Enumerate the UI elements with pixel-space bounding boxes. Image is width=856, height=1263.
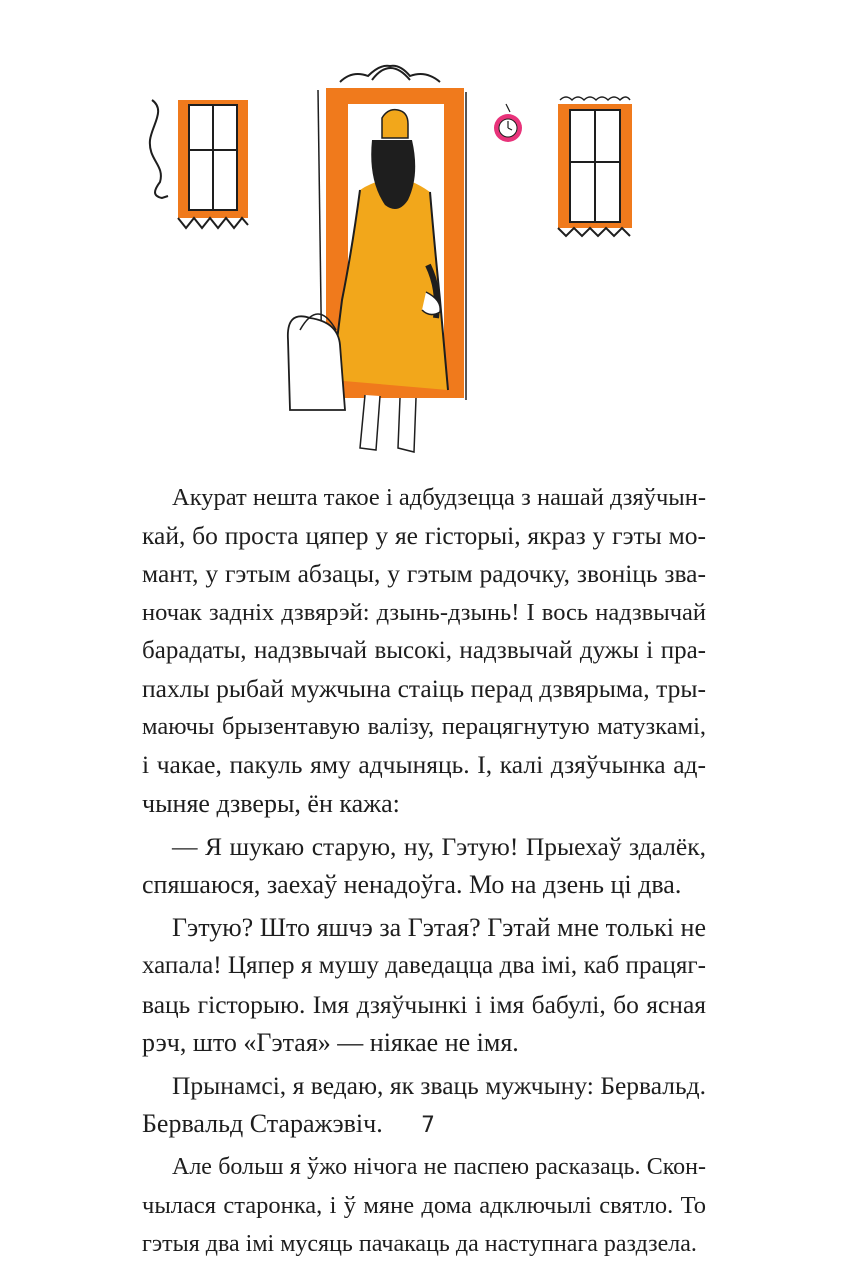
text-line: кай, бо проста цяпер у яе гісторыі, якраз у гэты мо- (142, 521, 706, 551)
left-curtain-line (150, 100, 168, 198)
text-line: ночак задніх дзвярэй: дзынь-дзынь! І вось надзвычай (142, 598, 706, 626)
text-line: рэч, што «Гэтая» — ніякае не імя. (142, 1027, 519, 1057)
bearded-man (288, 110, 448, 452)
text-line: спяшаюся, заехаў ненадоўга. Мо на дзень ці два. (142, 870, 682, 900)
text-line: — Я шукаю старую, ну, Гэтую! Прыехаў здалёк, (172, 831, 706, 861)
text-line: ваць гісторыю. Імя дзяўчынкі і імя бабулі, бо ясная (142, 989, 706, 1019)
text-line: і чакае, пакуль яму адчыняць. І, калі дзяўчынка ад- (142, 750, 706, 780)
text-line: Прынамсі, я ведаю, як зваць мужчыну: Бервальд. (172, 1071, 706, 1101)
text-line: чылася старонка, і ў мяне дома адключылі святло. То (142, 1191, 706, 1219)
text-line: барадаты, надзвычай высокі, надзвычай дужы і пра- (142, 636, 706, 664)
right-window (558, 97, 632, 236)
left-window (178, 100, 248, 228)
paragraph (142, 828, 706, 904)
story-text (142, 479, 706, 1263)
text-line: пахлы рыбай мужчына стаіць перад дзвярыма, тры- (142, 674, 706, 704)
text-line: Але больш я ўжо нічога не паспею расказаць. Скон- (172, 1154, 706, 1181)
wall-clock (494, 104, 522, 142)
text-line: хапала! Цяпер я мушу даведацца два імі, каб працяг- (142, 952, 706, 980)
text-line: мант, у гэтым абзацы, у гэтым радочку, звоніць зва- (142, 559, 706, 589)
text-line: Акурат нешта такое і адбудзецца з нашай дзяўчын- (172, 484, 706, 511)
paragraph (142, 1148, 706, 1263)
text-line: Гэтую? Што яшчэ за Гэтая? Гэтай мне толькі не (172, 913, 706, 943)
page-number: 7 (421, 1113, 435, 1138)
text-line: чыняе дзверы, ён кажа: (142, 788, 400, 818)
text-line: гэтыя два імі мусяць пачакаць да наступнага раздзела. (142, 1230, 697, 1257)
paragraph (142, 909, 706, 1062)
illustration (0, 0, 856, 470)
paragraph (142, 479, 706, 823)
text-line: Бервальд Старажэвіч. (142, 1109, 383, 1139)
text-line: маючы брызентавую валізу, перацягнутую матузкамі, (142, 713, 706, 741)
